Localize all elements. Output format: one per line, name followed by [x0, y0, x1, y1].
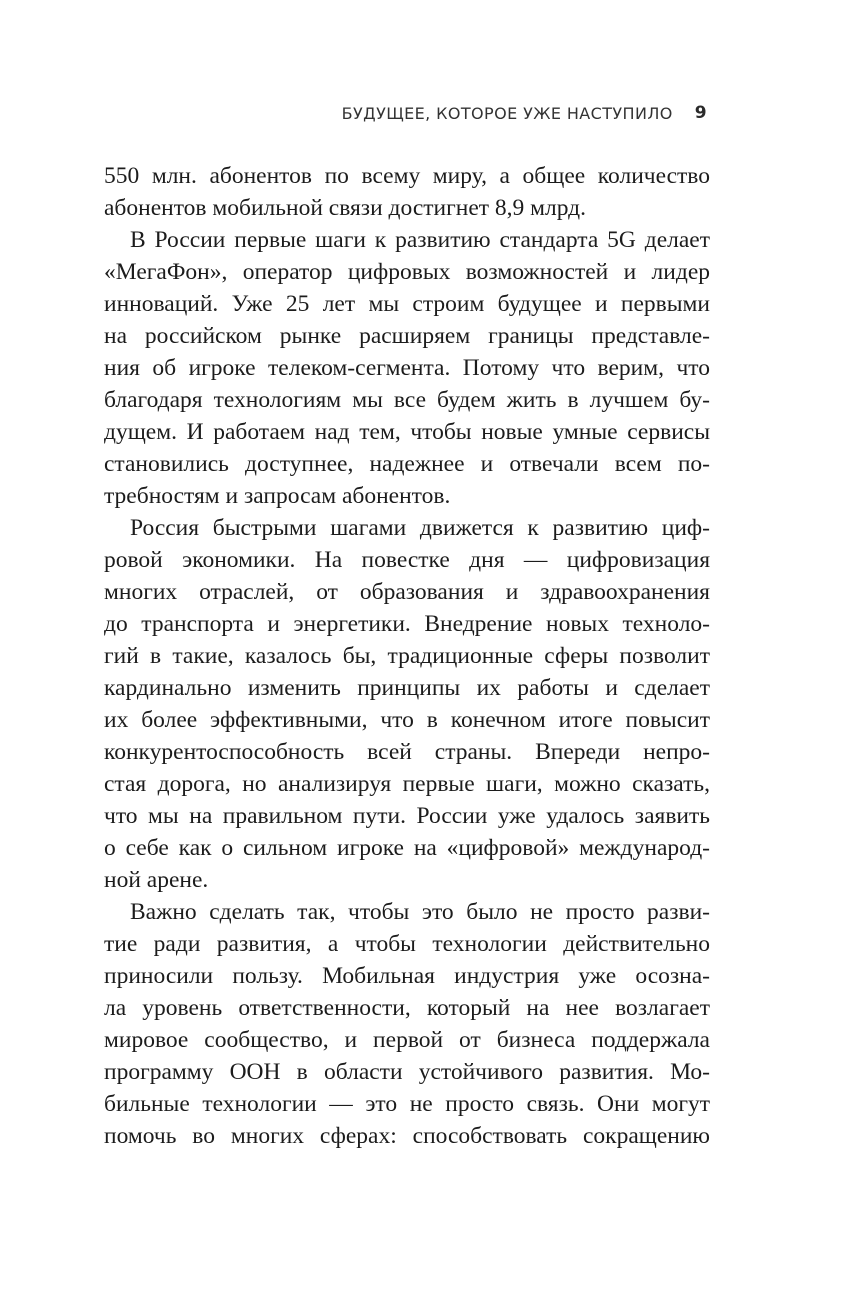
body-text: [104, 160, 710, 1152]
text-line: что мы на правильном пути. России уже удалось заявить: [104, 803, 710, 829]
text-line: на российском рынке расширяем границы представле-: [104, 323, 710, 349]
text-line: приносили пользу. Мобильная индустрия уже осозна-: [104, 963, 710, 989]
text-line: Важно сделать так, чтобы это было не просто разви-: [130, 899, 710, 925]
running-head: [300, 98, 707, 128]
text-line: ной арене.: [104, 867, 209, 893]
text-line: тие ради развития, а чтобы технологии действительно: [104, 931, 710, 957]
text-line: Россия быстрыми шагами движется к развитию циф-: [130, 515, 710, 541]
text-line: ния об игроке телеком-сегмента. Потому что верим, что: [104, 355, 710, 381]
text-line: ровой экономики. На повестке дня — цифровизация: [104, 547, 710, 573]
text-line: программу ООН в области устойчивого развития. Мо-: [104, 1059, 710, 1085]
text-line: бильные технологии — это не просто связь. Они могут: [104, 1091, 710, 1117]
text-line: становились доступнее, надежнее и отвечали всем по-: [104, 451, 710, 477]
text-line: мировое сообщество, и первой от бизнеса поддержала: [104, 1027, 710, 1053]
text-line: конкурентоспособность всей страны. Впереди непро-: [104, 739, 710, 765]
text-line: до транспорта и энергетики. Внедрение новых техноло-: [104, 611, 710, 637]
text-line: благодаря технологиям мы все будем жить в лучшем бу-: [104, 387, 710, 413]
text-line: многих отраслей, от образования и здравоохранения: [104, 579, 710, 605]
text-line: инноваций. Уже 25 лет мы строим будущее и первыми: [104, 291, 710, 317]
text-line: дущем. И работаем над тем, чтобы новые умные сервисы: [104, 419, 710, 445]
text-line: абонентов мобильной связи достигнет 8,9 млрд.: [104, 195, 587, 221]
text-line: гий в такие, казалось бы, традиционные сферы позволит: [104, 643, 710, 669]
running-title: БУДУЩЕЕ, КОТОРОЕ УЖЕ НАСТУПИЛО: [341, 103, 673, 123]
text-line: о себе как о сильном игроке на «цифровой» международ-: [104, 835, 710, 861]
text-line: помочь во многих сферах: способствовать сокращению: [104, 1123, 710, 1149]
text-line: стая дорога, но анализируя первые шаги, можно сказать,: [104, 771, 710, 797]
page-number: 9: [694, 103, 707, 123]
text-line: кардинально изменить принципы их работы и сделает: [104, 675, 710, 701]
text-line: требностям и запросам абонентов.: [104, 483, 451, 509]
text-line: их более эффективными, что в конечном итоге повысит: [104, 707, 710, 733]
text-line: 550 млн. абонентов по всему миру, а общее количество: [104, 163, 710, 189]
text-line: «МегаФон», оператор цифровых возможностей и лидер: [104, 259, 710, 285]
text-line: ла уровень ответственности, который на нее возлагает: [104, 995, 710, 1021]
text-line: В России первые шаги к развитию стандарта 5G делает: [130, 227, 710, 253]
